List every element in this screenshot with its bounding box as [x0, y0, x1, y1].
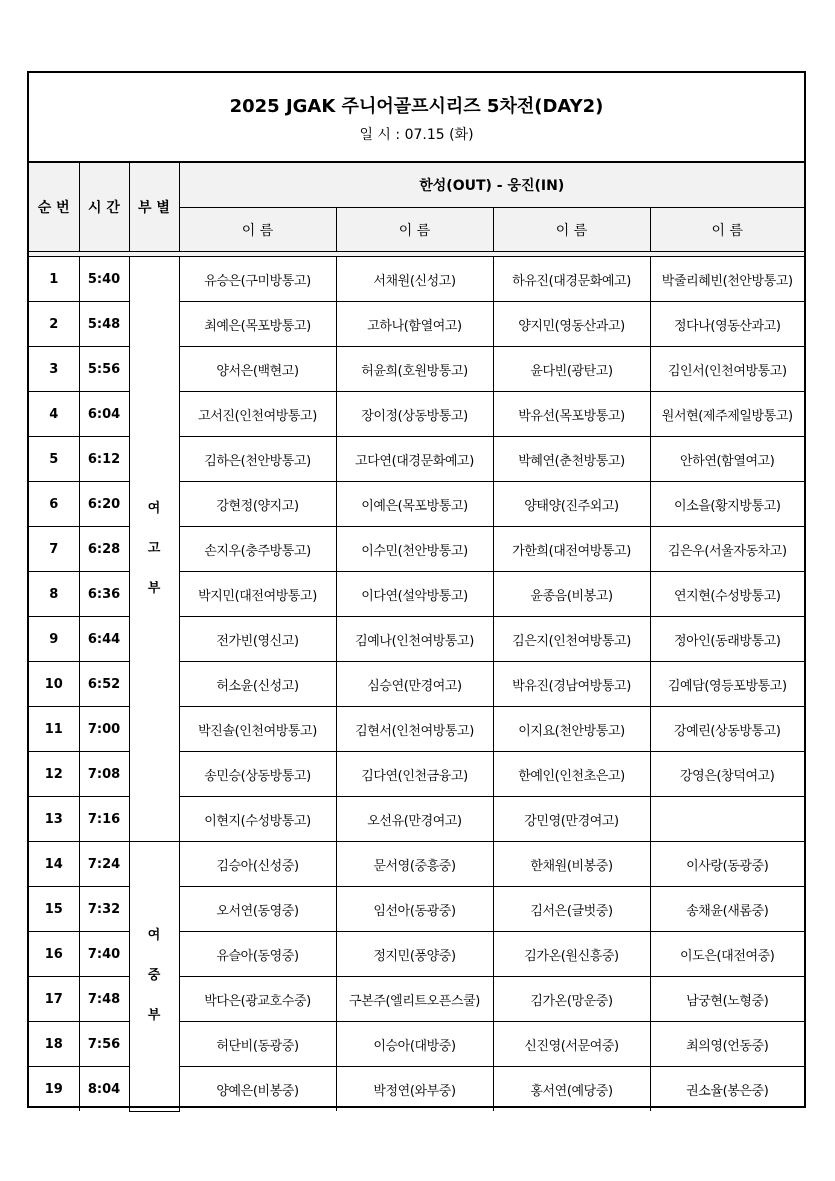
player-cell: 구본주(엘리트오픈스쿨) [336, 977, 493, 1022]
player-cell: 하유진(대경문화예고) [493, 257, 650, 302]
order-cell: 11 [29, 707, 79, 752]
player-cell: 이지요(천안방통고) [493, 707, 650, 752]
player-cell: 권소율(봉은중) [650, 1067, 804, 1112]
player-cell: 김예담(영등포방통고) [650, 662, 804, 707]
player-cell: 신진영(서문여중) [493, 1022, 650, 1067]
time-cell: 7:32 [79, 887, 129, 932]
player-cell: 최예은(목포방통고) [179, 302, 336, 347]
player-cell: 서채원(신성고) [336, 257, 493, 302]
table-row [29, 257, 804, 302]
player-cell: 정아인(동래방통고) [650, 617, 804, 662]
player-cell: 김서은(글벗중) [493, 887, 650, 932]
player-cell: 김승아(신성중) [179, 842, 336, 887]
time-cell: 7:16 [79, 797, 129, 842]
player-cell: 오선유(만경여고) [336, 797, 493, 842]
division-char: 고 [147, 541, 161, 556]
player-cell: 양예은(비봉중) [179, 1067, 336, 1112]
player-cell: 김현서(인천여방통고) [336, 707, 493, 752]
time-cell: 7:24 [79, 842, 129, 887]
division-char: 부 [147, 1008, 161, 1024]
player-cell: 박진솔(인천여방통고) [179, 707, 336, 752]
player-cell: 강민영(만경여고) [493, 797, 650, 842]
player-cell: 원서현(제주제일방통고) [650, 392, 804, 437]
player-cell: 고서진(인천여방통고) [179, 392, 336, 437]
player-cell: 김가온(망운중) [493, 977, 650, 1022]
order-cell: 10 [29, 662, 79, 707]
player-cell: 허소윤(신성고) [179, 662, 336, 707]
player-cell: 박유진(경남여방통고) [493, 662, 650, 707]
player-cell: 박혜연(춘천방통고) [493, 437, 650, 482]
player-cell: 남궁현(노형중) [650, 977, 804, 1022]
player-cell: 양태양(진주외고) [493, 482, 650, 527]
player-cell: 김인서(인천여방통고) [650, 347, 804, 392]
player-cell: 박다은(광교호수중) [179, 977, 336, 1022]
division-char: 부 [147, 581, 161, 596]
player-cell: 박유선(목포방통고) [493, 392, 650, 437]
schedule-sheet [27, 71, 806, 1108]
division-char: 중 [147, 968, 161, 984]
time-cell: 7:48 [79, 977, 129, 1022]
player-cell: 한채원(비봉중) [493, 842, 650, 887]
player-cell: 강영은(창덕여고) [650, 752, 804, 797]
tee-time-table [29, 162, 804, 1112]
header-division: 부 별 [129, 163, 179, 252]
player-cell: 이다연(설악방통고) [336, 572, 493, 617]
player-cell: 최의영(언동중) [650, 1022, 804, 1067]
player-cell [650, 797, 804, 842]
player-cell: 송채윤(새롬중) [650, 887, 804, 932]
order-cell: 7 [29, 527, 79, 572]
player-cell: 이사랑(동광중) [650, 842, 804, 887]
order-cell: 9 [29, 617, 79, 662]
player-cell: 유슬아(동영중) [179, 932, 336, 977]
player-cell: 안하연(함열여고) [650, 437, 804, 482]
player-cell: 임선아(동광중) [336, 887, 493, 932]
player-cell: 고하나(함열여고) [336, 302, 493, 347]
player-cell: 김다연(인천금융고) [336, 752, 493, 797]
order-cell: 14 [29, 842, 79, 887]
division-cell [129, 257, 179, 842]
player-cell: 김은지(인천여방통고) [493, 617, 650, 662]
player-cell: 이현지(수성방통고) [179, 797, 336, 842]
player-cell: 김예나(인천여방통고) [336, 617, 493, 662]
time-cell: 6:28 [79, 527, 129, 572]
order-cell: 15 [29, 887, 79, 932]
order-cell: 1 [29, 257, 79, 302]
player-cell: 박정연(와부중) [336, 1067, 493, 1112]
player-cell: 오서연(동영중) [179, 887, 336, 932]
player-cell: 이승아(대방중) [336, 1022, 493, 1067]
player-cell: 홍서연(예당중) [493, 1067, 650, 1112]
player-cell: 전가빈(영신고) [179, 617, 336, 662]
player-cell: 정다나(영동산과고) [650, 302, 804, 347]
player-cell: 김하은(천안방통고) [179, 437, 336, 482]
time-cell: 8:04 [79, 1067, 129, 1112]
order-cell: 6 [29, 482, 79, 527]
player-cell: 김가온(원신흥중) [493, 932, 650, 977]
header-time: 시 간 [79, 163, 129, 252]
player-cell: 고다연(대경문화예고) [336, 437, 493, 482]
order-cell: 16 [29, 932, 79, 977]
player-cell: 유승은(구미방통고) [179, 257, 336, 302]
division-char: 여 [147, 928, 161, 944]
player-cell: 양서은(백현고) [179, 347, 336, 392]
player-cell: 박줄리혜빈(천안방통고) [650, 257, 804, 302]
player-cell: 강예린(상동방통고) [650, 707, 804, 752]
table-row [29, 842, 804, 887]
player-cell: 허윤희(호원방통고) [336, 347, 493, 392]
division-cell [129, 842, 179, 1112]
order-cell: 13 [29, 797, 79, 842]
player-cell: 윤다빈(광탄고) [493, 347, 650, 392]
player-cell: 허단비(동광중) [179, 1022, 336, 1067]
player-cell: 이소을(황지방통고) [650, 482, 804, 527]
player-cell: 한예인(인천초은고) [493, 752, 650, 797]
player-cell: 심승연(만경여고) [336, 662, 493, 707]
time-cell: 7:56 [79, 1022, 129, 1067]
date-line: 일 시 : 07.15 (화) [359, 127, 474, 143]
time-cell: 5:40 [79, 257, 129, 302]
page-title: 2025 JGAK 주니어골프시리즈 5차전(DAY2) [229, 96, 604, 117]
header-name-4: 이 름 [650, 208, 804, 252]
time-cell: 6:36 [79, 572, 129, 617]
player-cell: 연지현(수성방통고) [650, 572, 804, 617]
order-cell: 3 [29, 347, 79, 392]
player-cell: 송민승(상동방통고) [179, 752, 336, 797]
time-cell: 7:00 [79, 707, 129, 752]
player-cell: 손지우(충주방통고) [179, 527, 336, 572]
header-order: 순 번 [29, 163, 79, 252]
time-cell: 5:56 [79, 347, 129, 392]
order-cell: 12 [29, 752, 79, 797]
time-cell: 6:04 [79, 392, 129, 437]
header-name-2: 이 름 [336, 208, 493, 252]
player-cell: 정지민(풍양중) [336, 932, 493, 977]
player-cell: 양지민(영동산과고) [493, 302, 650, 347]
player-cell: 이수민(천안방통고) [336, 527, 493, 572]
player-cell: 김은우(서울자동차고) [650, 527, 804, 572]
time-cell: 6:12 [79, 437, 129, 482]
header-course: 한성(OUT) - 웅진(IN) [179, 163, 804, 208]
header-name-1: 이 름 [179, 208, 336, 252]
header-name-3: 이 름 [493, 208, 650, 252]
time-cell: 6:20 [79, 482, 129, 527]
time-cell: 7:08 [79, 752, 129, 797]
order-cell: 17 [29, 977, 79, 1022]
order-cell: 8 [29, 572, 79, 617]
player-cell: 강현정(양지고) [179, 482, 336, 527]
time-cell: 6:52 [79, 662, 129, 707]
order-cell: 4 [29, 392, 79, 437]
player-cell: 장이정(상동방통고) [336, 392, 493, 437]
order-cell: 19 [29, 1067, 79, 1112]
order-cell: 18 [29, 1022, 79, 1067]
player-cell: 문서영(중흥중) [336, 842, 493, 887]
division-char: 여 [147, 501, 161, 516]
order-cell: 2 [29, 302, 79, 347]
table-body [29, 257, 804, 1112]
player-cell: 가한희(대전여방통고) [493, 527, 650, 572]
player-cell: 이도은(대전여중) [650, 932, 804, 977]
order-cell: 5 [29, 437, 79, 482]
time-cell: 6:44 [79, 617, 129, 662]
player-cell: 윤종음(비봉고) [493, 572, 650, 617]
time-cell: 5:48 [79, 302, 129, 347]
time-cell: 7:40 [79, 932, 129, 977]
player-cell: 박지민(대전여방통고) [179, 572, 336, 617]
player-cell: 이예은(목포방통고) [336, 482, 493, 527]
title-block [29, 73, 804, 162]
